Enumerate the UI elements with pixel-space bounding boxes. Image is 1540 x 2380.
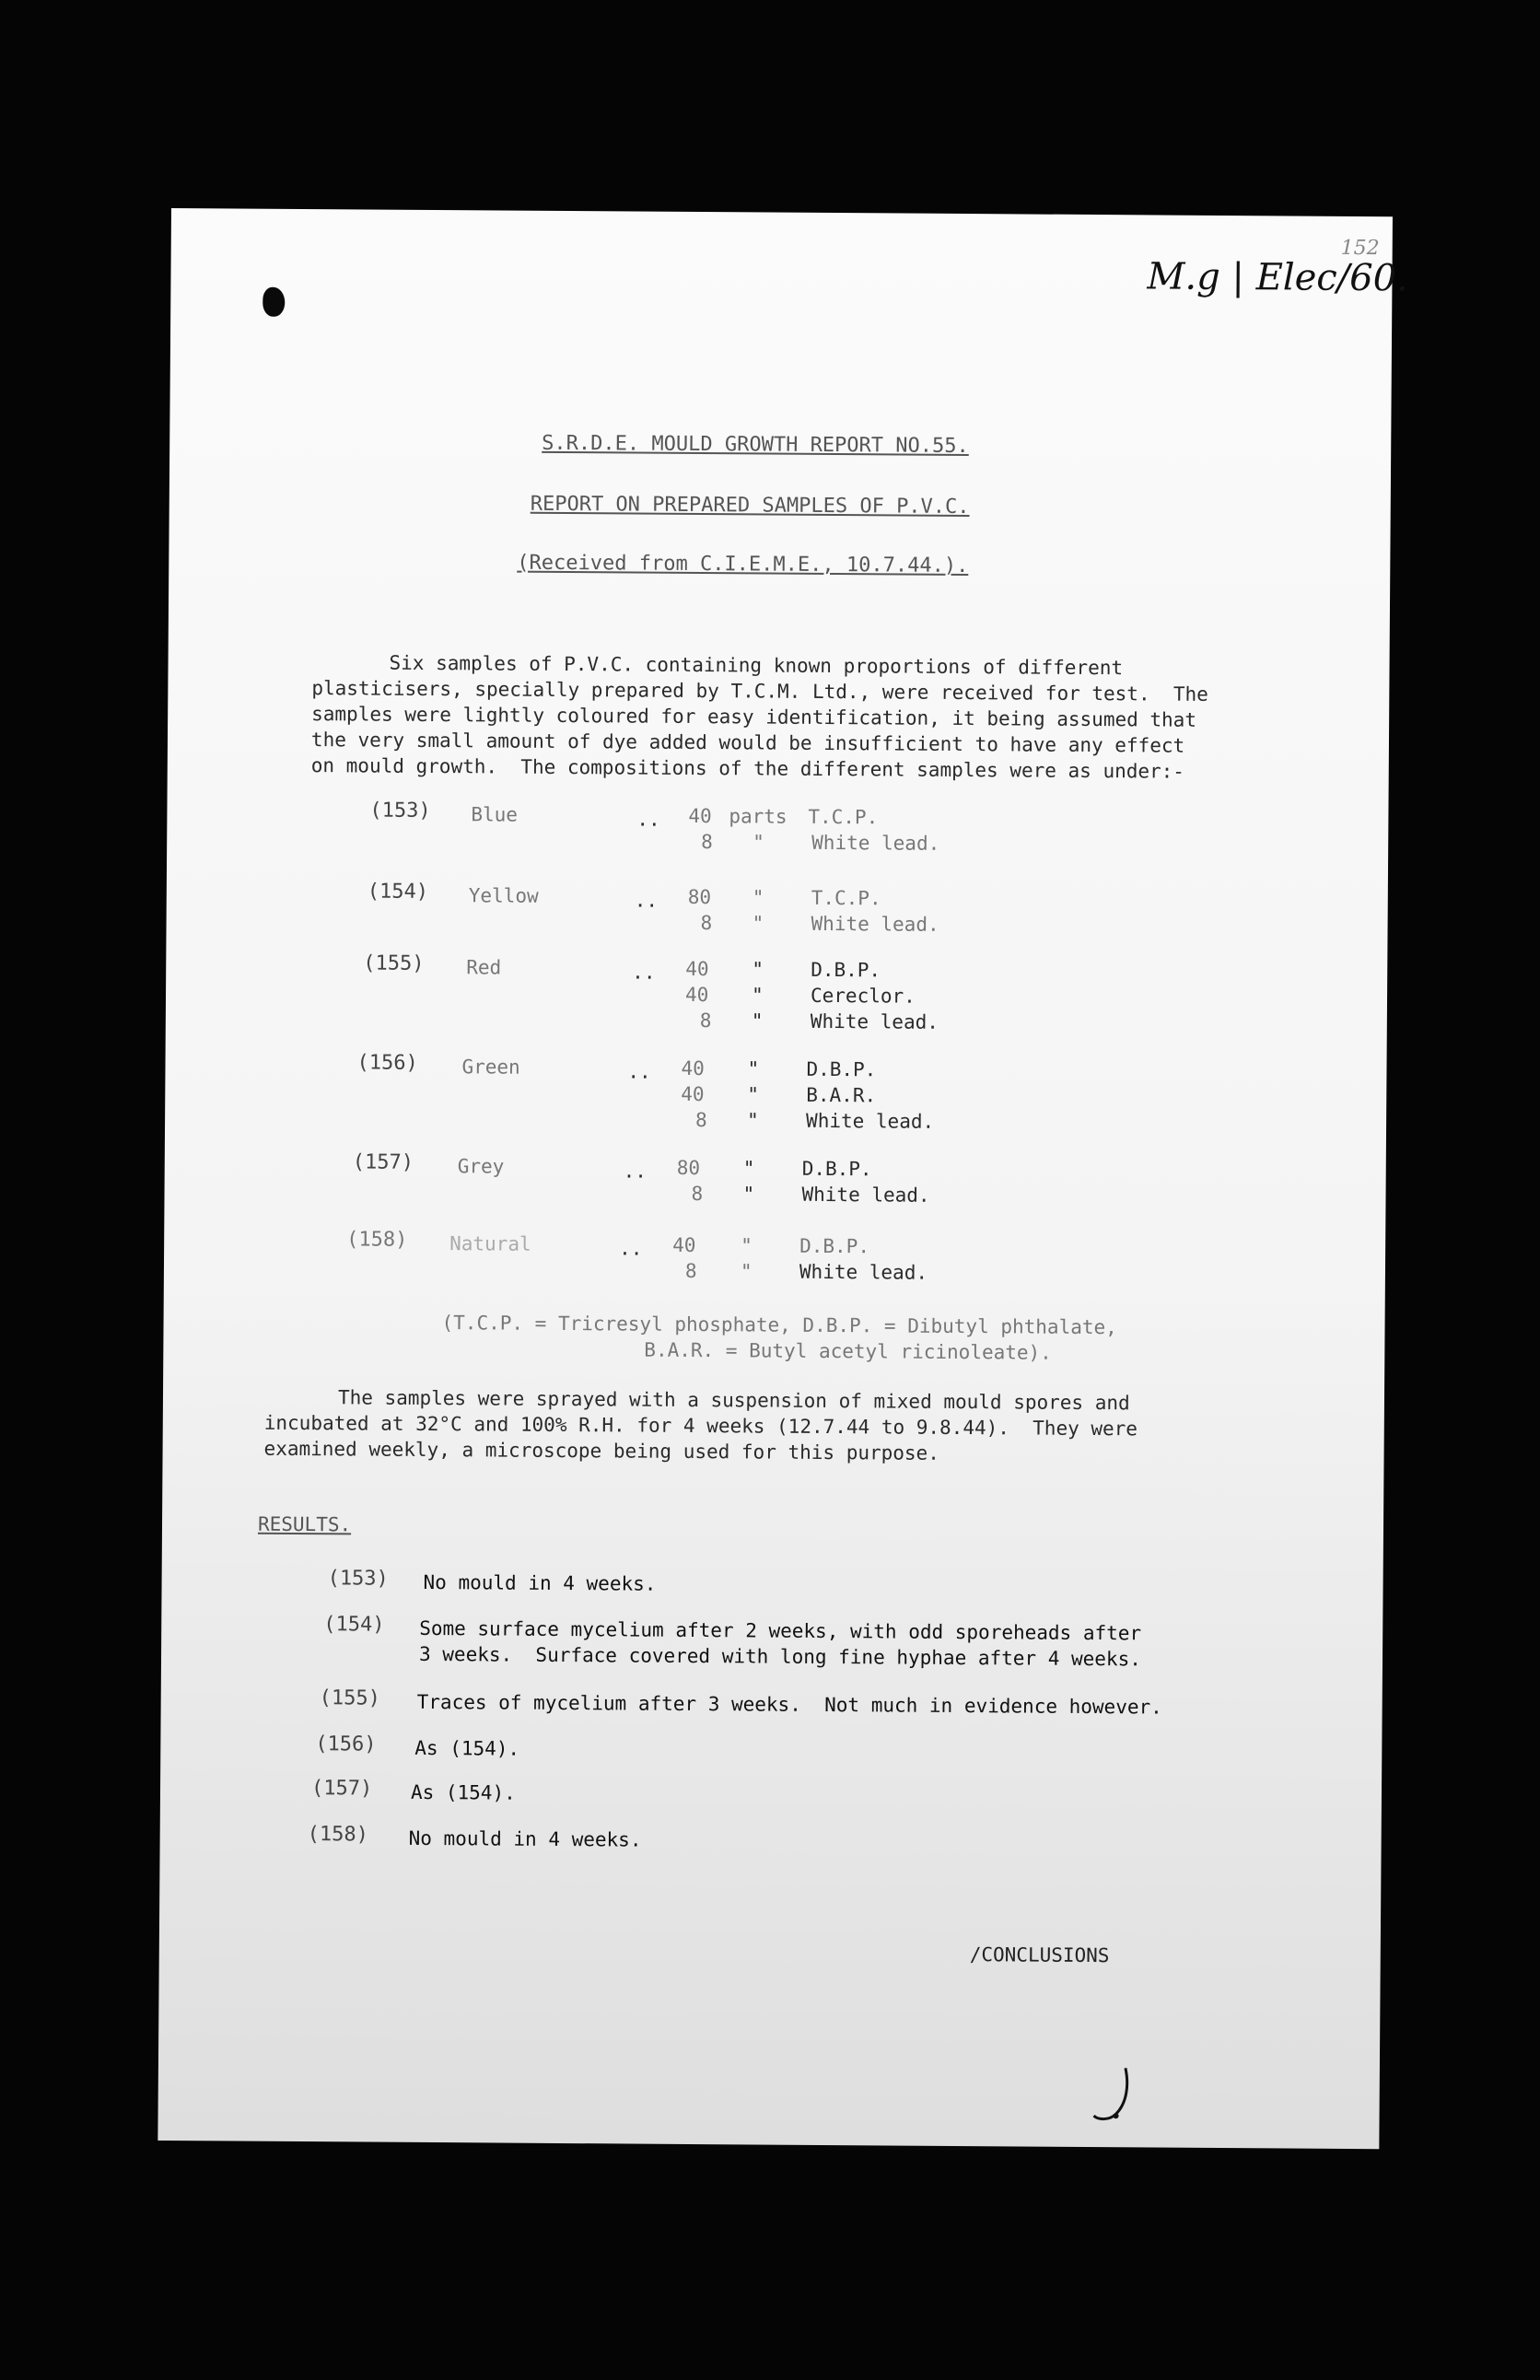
sample-unit: " xyxy=(752,831,764,854)
sample-unit: " xyxy=(742,1157,755,1180)
sample-unit: " xyxy=(747,1109,759,1132)
result-id: (153) xyxy=(327,1567,389,1591)
intro-line: Six samples of P.V.C. containing known proportions of different xyxy=(389,651,1124,680)
ink-blot xyxy=(262,287,285,317)
received-line: (Received from C.I.E.M.E., 10.7.44.). xyxy=(517,551,969,578)
sample-parts: 40 xyxy=(681,1056,705,1080)
sample-unit: " xyxy=(742,1183,755,1206)
sample-dots: .. xyxy=(634,889,659,912)
result-text: As (154). xyxy=(414,1736,520,1760)
method-line: The samples were sprayed with a suspension of mixed mould spores and xyxy=(337,1386,1130,1415)
sample-id: (153) xyxy=(369,799,431,822)
sample-id: (156) xyxy=(356,1051,418,1075)
sample-parts: 40 xyxy=(684,983,709,1007)
result-id: (156) xyxy=(315,1732,377,1756)
reference-mark: M.g | Elec/60. xyxy=(1147,255,1409,300)
sample-unit: " xyxy=(747,1083,760,1106)
method-line: examined weekly, a microscope being used for this purpose. xyxy=(263,1437,939,1464)
sample-parts: 8 xyxy=(700,912,713,935)
sample-material: White lead. xyxy=(810,1009,939,1033)
sample-material: T.C.P. xyxy=(811,886,881,910)
sample-colour: Yellow xyxy=(468,884,539,907)
sample-unit: " xyxy=(741,1234,752,1257)
report-title: S.R.D.E. MOULD GROWTH REPORT NO.55. xyxy=(542,431,969,459)
sample-unit: " xyxy=(752,886,764,909)
sample-dots: .. xyxy=(636,808,660,831)
sample-dots: .. xyxy=(623,1160,648,1183)
sample-material: T.C.P. xyxy=(808,805,879,829)
sample-colour: Grey xyxy=(457,1155,505,1178)
method-line: incubated at 32°C and 100% R.H. for 4 weeks (12.7.44 to 9.8.44). They were xyxy=(263,1411,1138,1441)
continuation-catchword: /CONCLUSIONS xyxy=(969,1943,1110,1967)
intro-line: samples were lightly coloured for easy identification, it being assumed that xyxy=(311,703,1197,731)
sample-unit: " xyxy=(751,984,764,1007)
sample-id: (157) xyxy=(352,1150,414,1174)
sample-parts: 80 xyxy=(676,1156,701,1180)
sample-id: (154) xyxy=(367,880,429,904)
result-text: As (154). xyxy=(410,1780,516,1804)
sample-unit: parts xyxy=(729,805,788,828)
intro-line: the very small amount of dye added would be insufficient to have any effect xyxy=(310,729,1185,757)
sample-material: D.B.P. xyxy=(799,1234,870,1258)
document-page xyxy=(158,208,1409,2149)
result-id: (157) xyxy=(310,1777,373,1801)
sample-parts: 40 xyxy=(672,1233,696,1257)
sample-unit: " xyxy=(752,912,764,935)
sample-material: D.B.P. xyxy=(811,958,881,982)
sample-unit: " xyxy=(751,1009,764,1032)
sample-parts: 8 xyxy=(695,1108,707,1132)
sample-parts: 8 xyxy=(691,1182,704,1206)
sample-material: White lead. xyxy=(801,1183,930,1207)
sample-colour: Blue xyxy=(471,803,519,826)
page-number-mark: 152 xyxy=(1340,236,1380,261)
sample-material: White lead. xyxy=(799,1260,928,1284)
sample-parts: 8 xyxy=(699,1009,712,1032)
sample-parts: 8 xyxy=(701,831,713,854)
result-text: 3 weeks. Surface covered with long fine hyphae after 4 weeks. xyxy=(418,1642,1141,1671)
result-id: (158) xyxy=(307,1823,368,1847)
result-id: (154) xyxy=(323,1613,385,1637)
sample-colour: Red xyxy=(466,956,502,979)
sample-unit: " xyxy=(740,1260,752,1283)
sample-material: White lead. xyxy=(806,1109,935,1133)
result-text: No mould in 4 weeks. xyxy=(408,1826,642,1851)
abbreviation-line: B.A.R. = Butyl acetyl ricinoleate). xyxy=(644,1338,1052,1364)
sample-material: D.B.P. xyxy=(801,1157,872,1181)
result-text: Traces of mycelium after 3 weeks. Not much in evidence however. xyxy=(416,1690,1162,1719)
sample-material: D.B.P. xyxy=(806,1057,877,1081)
sample-dots: .. xyxy=(627,1060,651,1083)
sample-id: (158) xyxy=(346,1228,408,1252)
sample-colour: Natural xyxy=(449,1232,531,1255)
sample-material: B.A.R. xyxy=(806,1083,877,1107)
sample-material: Cereclor. xyxy=(810,984,916,1008)
result-id: (155) xyxy=(319,1686,381,1710)
sample-parts: 80 xyxy=(687,885,712,909)
result-text: Some surface mycelium after 2 weeks, with odd sporeheads after xyxy=(419,1616,1142,1645)
abbreviation-line: (T.C.P. = Tricresyl phosphate, D.B.P. = Dibutyl phthalate, xyxy=(441,1312,1117,1339)
sample-dots: .. xyxy=(619,1237,643,1260)
sample-colour: Green xyxy=(461,1056,520,1079)
sample-parts: 40 xyxy=(685,957,709,981)
sample-dots: .. xyxy=(632,961,656,984)
sample-unit: " xyxy=(752,958,764,981)
report-subtitle: REPORT ON PREPARED SAMPLES OF P.V.C. xyxy=(530,492,970,519)
sample-unit: " xyxy=(747,1057,760,1080)
pen-mark xyxy=(1088,2066,1152,2130)
sample-material: White lead. xyxy=(811,912,939,936)
intro-line: plasticisers, specially prepared by T.C.M. Ltd., were received for test. The xyxy=(311,677,1208,706)
sample-id: (155) xyxy=(363,951,425,975)
sample-parts: 40 xyxy=(681,1082,705,1106)
result-text: No mould in 4 weeks. xyxy=(423,1570,657,1595)
sample-material: White lead. xyxy=(811,831,940,855)
intro-line: on mould growth. The compositions of the different samples were as under:- xyxy=(310,754,1185,783)
sample-parts: 40 xyxy=(688,804,712,828)
sample-parts: 8 xyxy=(684,1259,697,1283)
results-heading: RESULTS. xyxy=(257,1512,352,1536)
